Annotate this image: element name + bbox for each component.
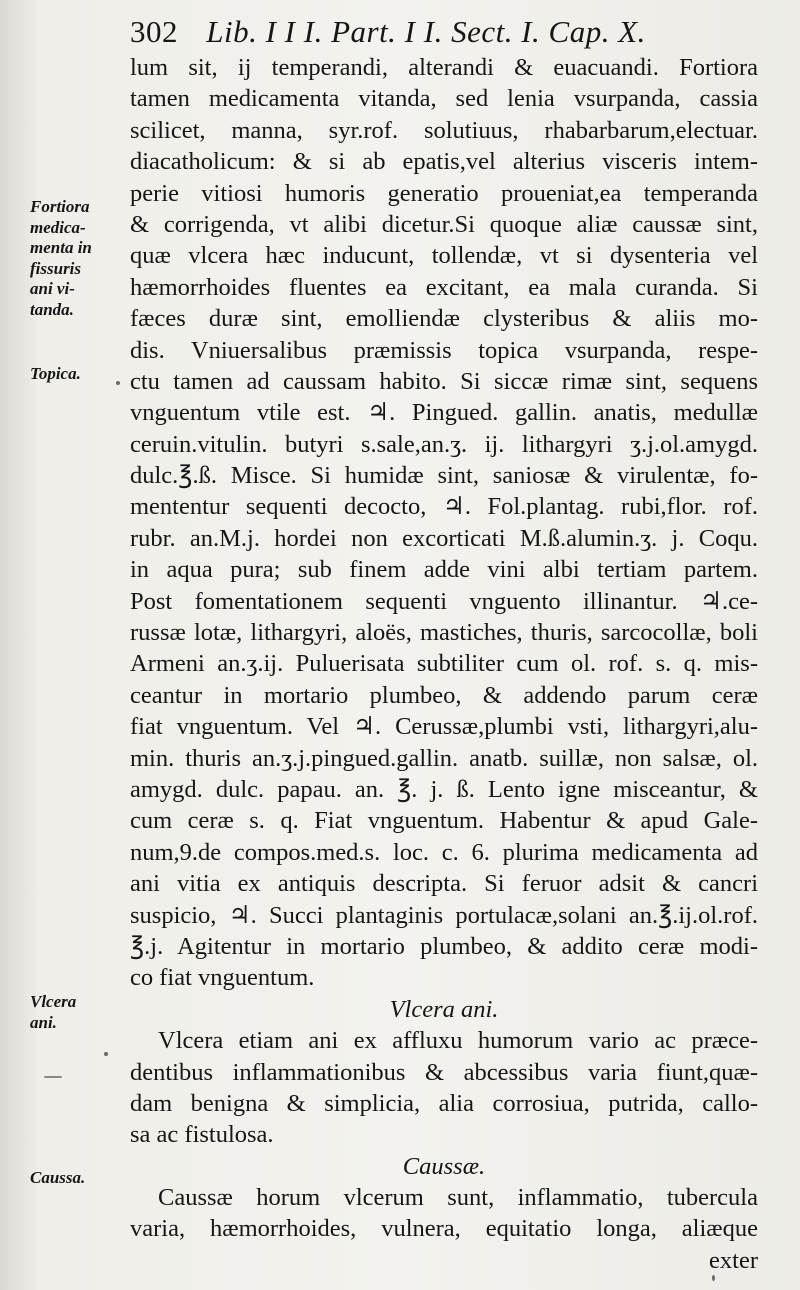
ink-speck — [116, 381, 120, 385]
margin-note-line: Vlcera — [30, 992, 77, 1011]
text-line: Armeni an.ʒ.ij. Puluerisata subtiliter cum ol. rof. s. q. mis- — [130, 650, 758, 678]
page-number: 302 — [130, 14, 178, 49]
text-line: varia, hæmorrhoides, vulnera, equitatio longa, aliæque — [130, 1215, 758, 1243]
margin-note-line: Fortiora — [30, 197, 90, 216]
text-line: cum ceræ s. q. Fiat vnguentum. Habentur & apud Gale- — [130, 807, 758, 835]
section-heading-vlcera: Vlcera ani. — [389, 995, 499, 1023]
margin-note-vlcera — [30, 992, 126, 1033]
text-line: fiat vnguentum. Vel ♃. Cerussæ,plumbi vsti, lithargyri,alu- — [130, 713, 758, 741]
margin-note-line: fissuris — [30, 258, 82, 278]
text-line: dentibus inflammationibus & abcessibus varia fiunt,quæ- — [130, 1058, 758, 1086]
margin-note-fortiora — [30, 197, 126, 320]
margin-note-line: ani. — [30, 1012, 57, 1032]
text-line: Post fomentationem sequenti vnguento illinantur. ♃.ce- — [130, 587, 758, 615]
running-head-title: Lib. I I I. Part. I I. Sect. I. Cap. X. — [206, 14, 646, 49]
text-line: co fiat vnguentum. — [130, 964, 315, 992]
text-line: dis. Vniuersalibus præmissis topica vsurpanda, respe- — [130, 336, 758, 364]
text-line: suspicio, ♃. Succi plantaginis portulacæ,solani an.℥.ij.ol.rof. — [130, 901, 758, 929]
ink-speck — [104, 1052, 108, 1056]
margin-note-line: menta in — [30, 238, 92, 257]
text-line: perie vitiosi humoris generatio proueniat,ea temperanda — [130, 179, 758, 207]
text-line: tamen medicamenta vitanda, sed lenia vsurpanda, cassia — [130, 85, 758, 113]
text-line: lum sit, ij temperandi, alterandi & euacuandi. Fortiora — [130, 54, 758, 81]
text-line: scilicet, manna, syr.rof. solutiuus, rhabarbarum,electuar. — [130, 116, 758, 144]
text-line: Caussæ horum vlcerum sunt, inflammatio, tubercula — [158, 1184, 758, 1212]
running-head — [130, 14, 690, 50]
text-line: quæ vlcera hæc inducunt, tollendæ, vt si dysenteria vel — [130, 242, 758, 270]
text-line: ceruin.vitulin. butyri s.sale,an.ʒ. ij. lithargyri ʒ.j.ol.amygd. — [130, 430, 758, 458]
catchword: exter — [709, 1246, 758, 1274]
text-line: hæmorrhoides fluentes ea excitant, ea mala curanda. Si — [130, 273, 758, 301]
margin-note-caussa — [30, 1168, 126, 1189]
text-line: diacatholicum: & si ab epatis,vel alterius visceris intem- — [130, 148, 758, 176]
text-line: num,9.de compos.med.s. loc. c. 6. plurima medicamenta ad — [130, 838, 758, 866]
text-line: fæces duræ sint, emolliendæ clysteribus & aliis mo- — [130, 305, 758, 333]
text-line: mententur sequenti decocto, ♃. Fol.plantag. rubi,flor. rof. — [130, 493, 758, 521]
text-line: rubr. an.M.j. hordei non excorticati M.ß.alumin.ʒ. j. Coqu. — [130, 524, 758, 552]
text-line: russæ lotæ, lithargyri, aloës, mastiches, thuris, sarcocollæ, boli — [130, 619, 758, 647]
ink-speck — [712, 1275, 715, 1281]
margin-note-line: Topica. — [30, 364, 81, 383]
text-line: Vlcera etiam ani ex affluxu humorum vario ac præce- — [158, 1027, 758, 1055]
section-heading-caussae: Caussæ. — [402, 1152, 486, 1180]
text-line: & corrigenda, vt alibi dicetur.Si quoque aliæ caussæ sint, — [130, 210, 758, 238]
text-line: in aqua pura; sub finem adde vini albi tertiam partem. — [130, 556, 758, 584]
margin-note-line: medica- — [30, 217, 86, 237]
margin-note-line: Caussa. — [30, 1168, 86, 1187]
text-line: ceantur in mortario plumbeo, & addendo parum ceræ — [130, 681, 758, 709]
text-line: dam benigna & simplicia, alia corrosiua, putrida, callo- — [130, 1089, 758, 1117]
text-line: sa ac fistulosa. — [130, 1121, 274, 1149]
margin-note-line: ani vi- — [30, 279, 75, 298]
text-line: ctu tamen ad caussam habito. Si siccæ rimæ sint, sequens — [130, 367, 758, 395]
text-line: ani vitia ex antiquis descripta. Si feruor adsit & cancri — [130, 870, 758, 898]
margin-note-line: tanda. — [30, 299, 74, 319]
text-line: min. thuris an.ʒ.j.pingued.gallin. anatb. suillæ, non salsæ, ol. — [130, 744, 758, 772]
text-line: amygd. dulc. papau. an. ℥. j. ß. Lento igne misceantur, & — [130, 775, 758, 803]
body-text — [130, 52, 758, 1276]
text-line: vnguentum vtile est. ♃. Pingued. gallin. anatis, medullæ — [130, 399, 758, 427]
ink-speck — [44, 1076, 62, 1078]
text-line: ℥.j. Agitentur in mortario plumbeo, & addito ceræ modi- — [130, 932, 758, 960]
margin-note-topica — [30, 364, 126, 385]
text-line: dulc.℥.ß. Misce. Si humidæ sint, saniosæ & virulentæ, fo- — [130, 462, 758, 490]
